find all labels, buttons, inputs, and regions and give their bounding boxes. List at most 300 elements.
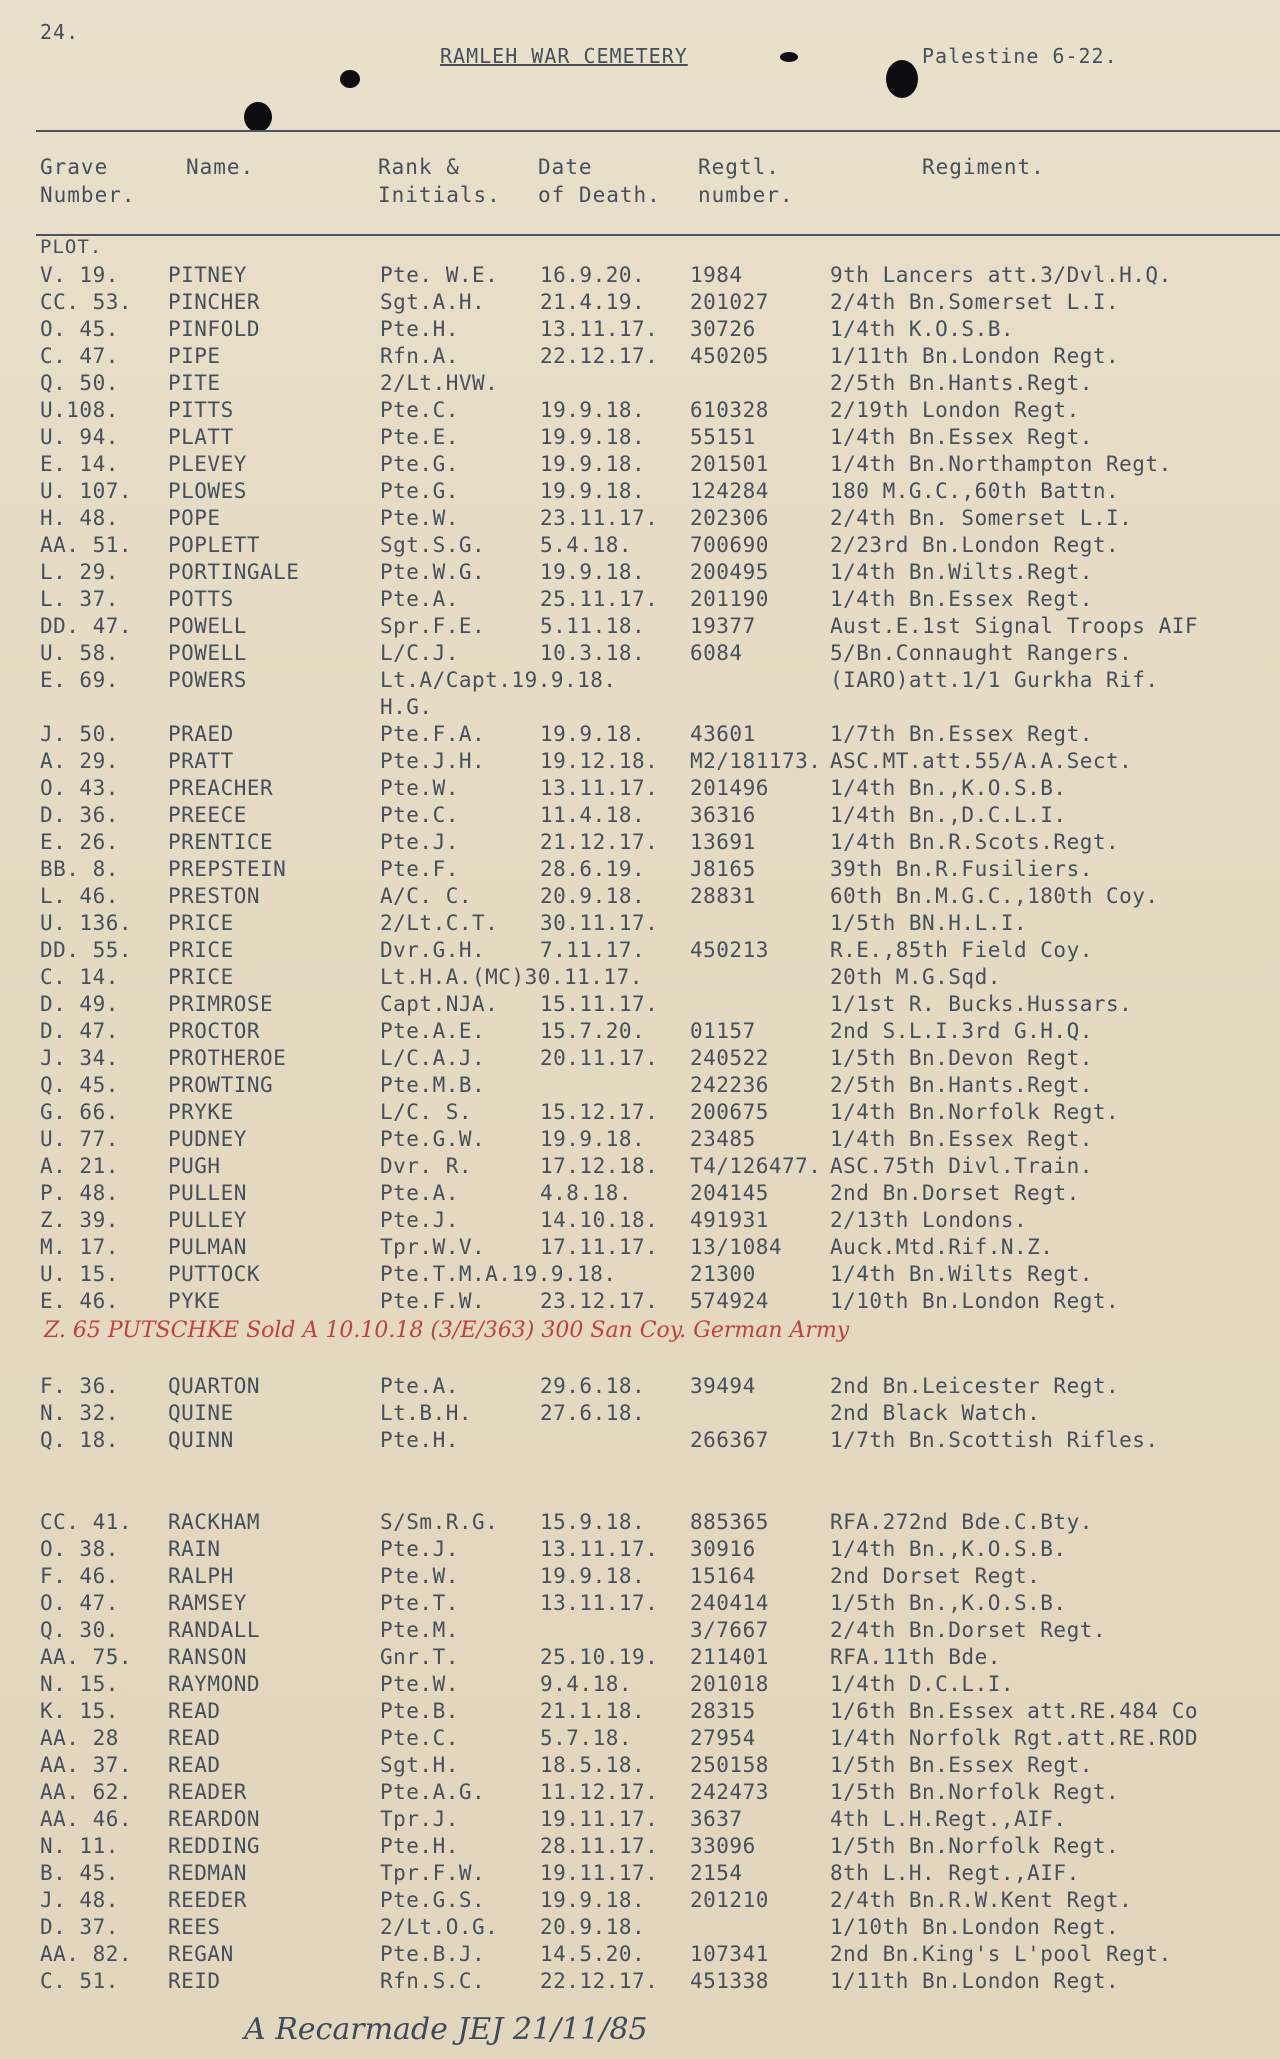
cell-grave: AA. 75. bbox=[40, 1645, 133, 1669]
cell-grave: AA. 28 bbox=[40, 1726, 119, 1750]
cell-regt: 1/6th Bn.Essex att.RE.484 Co bbox=[830, 1699, 1199, 1723]
cell-rank: Pte.T. bbox=[380, 1591, 459, 1615]
cell-no: 250158 bbox=[690, 1753, 769, 1777]
cell-regt: 1/5th BN.H.L.I. bbox=[830, 911, 1028, 935]
cell-rank: S/Sm.R.G. bbox=[380, 1510, 499, 1534]
cell-regt: 1/4th K.O.S.B. bbox=[830, 317, 1015, 341]
cell-rank: Pte.T.M.A.19.9.18. bbox=[380, 1262, 617, 1286]
cell-no: 200495 bbox=[690, 560, 769, 584]
cell-date: 19.9.18. bbox=[540, 452, 646, 476]
cell-grave: AA. 82. bbox=[40, 1942, 133, 1966]
cell-name: RACKHAM bbox=[168, 1510, 261, 1534]
cell-grave: D. 36. bbox=[40, 803, 119, 827]
cell-regt: 1/10th Bn.London Regt. bbox=[830, 1915, 1120, 1939]
cell-date: 19.9.18. bbox=[540, 722, 646, 746]
cell-rank: Gnr.T. bbox=[380, 1645, 459, 1669]
cell-no: 30916 bbox=[690, 1537, 756, 1561]
cell-grave: AA. 51. bbox=[40, 533, 133, 557]
cell-no: 6084 bbox=[690, 641, 743, 665]
cell-name: PLOWES bbox=[168, 479, 247, 503]
cell-rank: Sgt.A.H. bbox=[380, 290, 486, 314]
cell-rank: Pte.A.E. bbox=[380, 1019, 486, 1043]
cell-rank: Capt.NJA. bbox=[380, 992, 499, 1016]
column-rule bbox=[36, 234, 1280, 236]
plot-label: PLOT. bbox=[40, 236, 103, 258]
cell-grave: L. 37. bbox=[40, 587, 119, 611]
cell-rank: L/C.J. bbox=[380, 641, 459, 665]
cell-rank: Pte.W. bbox=[380, 1564, 459, 1588]
cell-rank: Pte.G. bbox=[380, 452, 459, 476]
location-label: Palestine 6-22. bbox=[922, 44, 1118, 68]
cell-grave: E. 69. bbox=[40, 668, 119, 692]
cell-rank: Pte.B.J. bbox=[380, 1942, 486, 1966]
cell-no: 13691 bbox=[690, 830, 756, 854]
cell-date: 27.6.18. bbox=[540, 1401, 646, 1425]
cell-regt: 1/4th Bn.Wilts Regt. bbox=[830, 1262, 1093, 1286]
cell-name: READER bbox=[168, 1780, 247, 1804]
cell-name: REID bbox=[168, 1969, 221, 1993]
cell-grave: A. 21. bbox=[40, 1154, 119, 1178]
cell-rank: 2/Lt.O.G. bbox=[380, 1915, 499, 1939]
cell-name: PITNEY bbox=[168, 263, 247, 287]
cell-date: 19.11.17. bbox=[540, 1861, 659, 1885]
cell-regt: 1/4th Bn.Essex Regt. bbox=[830, 1127, 1093, 1151]
cell-grave: L. 46. bbox=[40, 884, 119, 908]
cell-no: 3/7667 bbox=[690, 1618, 769, 1642]
cell-rank: Pte.H. bbox=[380, 1834, 459, 1858]
cell-rank: Sgt.S.G. bbox=[380, 533, 486, 557]
page-number: 24. bbox=[40, 20, 80, 44]
cell-grave: U. 94. bbox=[40, 425, 119, 449]
cell-grave: F. 46. bbox=[40, 1564, 119, 1588]
cell-no: 33096 bbox=[690, 1834, 756, 1858]
cell-regt: 1/4th Bn.Essex Regt. bbox=[830, 425, 1093, 449]
cell-no: 240522 bbox=[690, 1046, 769, 1070]
signature: A Recarmade JEJ 21/11/85 bbox=[244, 2012, 648, 2047]
cell-name: REGAN bbox=[168, 1942, 234, 1966]
cell-rank: Pte.A. bbox=[380, 1181, 459, 1205]
cell-rank: Lt.B.H. bbox=[380, 1401, 473, 1425]
cell-date: 15.12.17. bbox=[540, 1100, 659, 1124]
cell-name: PYKE bbox=[168, 1289, 221, 1313]
cell-no: 43601 bbox=[690, 722, 756, 746]
cell-date: 21.1.18. bbox=[540, 1699, 646, 1723]
cell-rank: Sgt.H. bbox=[380, 1753, 459, 1777]
cell-regt: ASC.MT.att.55/A.A.Sect. bbox=[830, 749, 1133, 773]
cell-grave: U.108. bbox=[40, 398, 119, 422]
cell-date: 20.11.17. bbox=[540, 1046, 659, 1070]
cell-date: 11.4.18. bbox=[540, 803, 646, 827]
col-rank-header: Rank & Initials. bbox=[378, 155, 501, 207]
cell-no: 885365 bbox=[690, 1510, 769, 1534]
cell-rank: Pte.E. bbox=[380, 425, 459, 449]
cell-name: PITTS bbox=[168, 398, 234, 422]
cell-grave: N. 15. bbox=[40, 1672, 119, 1696]
cell-regt: 1/4th Bn.Essex Regt. bbox=[830, 587, 1093, 611]
col-name-header: Name. bbox=[186, 155, 255, 179]
cell-no: 13/1084 bbox=[690, 1235, 783, 1259]
cell-grave: J. 48. bbox=[40, 1888, 119, 1912]
col-grave-header: Grave Number. bbox=[40, 155, 136, 207]
cell-grave: Q. 18. bbox=[40, 1428, 119, 1452]
cell-name: PROCTOR bbox=[168, 1019, 261, 1043]
cell-rank: Pte.J. bbox=[380, 1208, 459, 1232]
cell-date: 25.10.19. bbox=[540, 1645, 659, 1669]
cell-date: 4.8.18. bbox=[540, 1181, 633, 1205]
cell-rank: Pte.G. bbox=[380, 479, 459, 503]
cell-regt: 2nd Dorset Regt. bbox=[830, 1564, 1041, 1588]
cell-date: 19.9.18. bbox=[540, 560, 646, 584]
cell-grave: AA. 62. bbox=[40, 1780, 133, 1804]
cell-rank: Pte.W. bbox=[380, 506, 459, 530]
cell-name: PINCHER bbox=[168, 290, 261, 314]
cell-rank: Pte.F. bbox=[380, 857, 459, 881]
cell-no: 266367 bbox=[690, 1428, 769, 1452]
cell-date: 20.9.18. bbox=[540, 1915, 646, 1939]
cell-regt: 1/5th Bn.Norfolk Regt. bbox=[830, 1834, 1120, 1858]
cell-grave: E. 26. bbox=[40, 830, 119, 854]
cell-grave: D. 37. bbox=[40, 1915, 119, 1939]
ink-blot bbox=[244, 102, 272, 132]
cell-regt: 2nd Bn.Leicester Regt. bbox=[830, 1374, 1120, 1398]
cell-grave: G. 66. bbox=[40, 1100, 119, 1124]
cell-grave: AA. 37. bbox=[40, 1753, 133, 1777]
cell-grave: C. 14. bbox=[40, 965, 119, 989]
cell-rank: Pte.A. bbox=[380, 587, 459, 611]
cell-no: 451338 bbox=[690, 1969, 769, 1993]
cell-name: POPLETT bbox=[168, 533, 261, 557]
cell-date: 17.11.17. bbox=[540, 1235, 659, 1259]
cell-rank: Pte.J. bbox=[380, 830, 459, 854]
cell-no: 01157 bbox=[690, 1019, 756, 1043]
cell-regt: 1/4th Bn.,K.O.S.B. bbox=[830, 1537, 1067, 1561]
cell-grave: A. 29. bbox=[40, 749, 119, 773]
cell-regt: 9th Lancers att.3/Dvl.H.Q. bbox=[830, 263, 1172, 287]
cell-no: 450213 bbox=[690, 938, 769, 962]
cell-date: 13.11.17. bbox=[540, 317, 659, 341]
cell-regt: 2/23rd Bn.London Regt. bbox=[830, 533, 1120, 557]
cell-date: 5.4.18. bbox=[540, 533, 633, 557]
cell-regt: 1/7th Bn.Essex Regt. bbox=[830, 722, 1093, 746]
cell-name: POWERS bbox=[168, 668, 247, 692]
cell-date: 20.9.18. bbox=[540, 884, 646, 908]
cell-regt: 1/1st R. Bucks.Hussars. bbox=[830, 992, 1133, 1016]
cell-regt: 1/5th Bn.Devon Regt. bbox=[830, 1046, 1093, 1070]
cell-grave: U. 136. bbox=[40, 911, 133, 935]
cell-name: PITE bbox=[168, 371, 221, 395]
cell-regt: 39th Bn.R.Fusiliers. bbox=[830, 857, 1093, 881]
cell-name: PUDNEY bbox=[168, 1127, 247, 1151]
cell-no: 201210 bbox=[690, 1888, 769, 1912]
cell-date: 21.12.17. bbox=[540, 830, 659, 854]
cell-name: PIPE bbox=[168, 344, 221, 368]
cell-date: 19.9.18. bbox=[540, 1127, 646, 1151]
cell-no: 30726 bbox=[690, 317, 756, 341]
cell-date: 19.9.18. bbox=[540, 479, 646, 503]
cell-rank: Pte.W. bbox=[380, 776, 459, 800]
cell-no: 211401 bbox=[690, 1645, 769, 1669]
cell-regt: ASC.75th Divl.Train. bbox=[830, 1154, 1093, 1178]
cell-no: 491931 bbox=[690, 1208, 769, 1232]
cell-rank: Tpr.F.W. bbox=[380, 1861, 486, 1885]
cell-regt: 1/7th Bn.Scottish Rifles. bbox=[830, 1428, 1159, 1452]
cell-date: 29.6.18. bbox=[540, 1374, 646, 1398]
cell-grave: U. 58. bbox=[40, 641, 119, 665]
cell-no: 21300 bbox=[690, 1262, 756, 1286]
cell-name: POTTS bbox=[168, 587, 234, 611]
cell-rank: H.G. bbox=[380, 695, 433, 719]
cell-regt: 2/13th Londons. bbox=[830, 1208, 1028, 1232]
cell-date: 9.4.18. bbox=[540, 1672, 633, 1696]
cell-regt: Aust.E.1st Signal Troops AIF bbox=[830, 614, 1199, 638]
cell-rank: Pte.W.G. bbox=[380, 560, 486, 584]
cell-no: 55151 bbox=[690, 425, 756, 449]
cell-grave: D. 49. bbox=[40, 992, 119, 1016]
cell-date: 21.4.19. bbox=[540, 290, 646, 314]
cell-rank: Dvr.G.H. bbox=[380, 938, 486, 962]
cell-grave: E. 14. bbox=[40, 452, 119, 476]
cell-date: 18.5.18. bbox=[540, 1753, 646, 1777]
cell-rank: Pte.H. bbox=[380, 317, 459, 341]
cell-name: PRICE bbox=[168, 911, 234, 935]
cell-grave: U. 15. bbox=[40, 1262, 119, 1286]
cell-rank: Pte.A. bbox=[380, 1374, 459, 1398]
cell-name: POPE bbox=[168, 506, 221, 530]
cell-grave: N. 11. bbox=[40, 1834, 119, 1858]
ink-blot bbox=[340, 70, 360, 88]
cell-grave: M. 17. bbox=[40, 1235, 119, 1259]
cell-date: 16.9.20. bbox=[540, 263, 646, 287]
cell-name: RANDALL bbox=[168, 1618, 261, 1642]
cell-regt: 1/4th Bn.,D.C.L.I. bbox=[830, 803, 1067, 827]
cell-grave: BB. 8. bbox=[40, 857, 119, 881]
cell-no: 201501 bbox=[690, 452, 769, 476]
cell-grave: J. 50. bbox=[40, 722, 119, 746]
ink-blot bbox=[886, 60, 918, 98]
cell-name: REEDER bbox=[168, 1888, 247, 1912]
cell-name: POWELL bbox=[168, 641, 247, 665]
cell-name: RALPH bbox=[168, 1564, 234, 1588]
cell-name: PRESTON bbox=[168, 884, 261, 908]
cell-regt: 2/5th Bn.Hants.Regt. bbox=[830, 371, 1093, 395]
cell-regt: 1/4th Bn.Wilts.Regt. bbox=[830, 560, 1093, 584]
header-rule bbox=[36, 130, 1280, 132]
col-regtl-header: Regtl. number. bbox=[698, 155, 794, 207]
cell-date: 19.9.18. bbox=[540, 1564, 646, 1588]
cell-grave: K. 15. bbox=[40, 1699, 119, 1723]
cell-name: REDDING bbox=[168, 1834, 261, 1858]
cell-regt: 2/5th Bn.Hants.Regt. bbox=[830, 1073, 1093, 1097]
cell-no: 124284 bbox=[690, 479, 769, 503]
cell-name: PUGH bbox=[168, 1154, 221, 1178]
cell-grave: E. 46. bbox=[40, 1289, 119, 1313]
cell-name: PRICE bbox=[168, 938, 234, 962]
cell-rank: Lt.A/Capt.19.9.18. bbox=[380, 668, 617, 692]
cell-name: RAIN bbox=[168, 1537, 221, 1561]
cell-rank: Pte.F.W. bbox=[380, 1289, 486, 1313]
cell-grave: CC. 41. bbox=[40, 1510, 133, 1534]
cell-regt: 5/Bn.Connaught Rangers. bbox=[830, 641, 1133, 665]
cell-grave: DD. 55. bbox=[40, 938, 133, 962]
cell-name: REDMAN bbox=[168, 1861, 247, 1885]
cell-no: 36316 bbox=[690, 803, 756, 827]
cell-name: QUARTON bbox=[168, 1374, 261, 1398]
cell-rank: Pte. W.E. bbox=[380, 263, 499, 287]
cell-regt: 2/19th London Regt. bbox=[830, 398, 1080, 422]
cell-regt: RFA.272nd Bde.C.Bty. bbox=[830, 1510, 1093, 1534]
cell-no: 201190 bbox=[690, 587, 769, 611]
cell-grave: L. 29. bbox=[40, 560, 119, 584]
cell-rank: Pte.F.A. bbox=[380, 722, 486, 746]
cell-name: QUINE bbox=[168, 1401, 234, 1425]
cell-name: PINFOLD bbox=[168, 317, 261, 341]
cell-no: 242473 bbox=[690, 1780, 769, 1804]
cell-name: PULLEY bbox=[168, 1208, 247, 1232]
cell-name: POWELL bbox=[168, 614, 247, 638]
cell-rank: Pte.W. bbox=[380, 1672, 459, 1696]
cell-regt: 1/4th Bn.R.Scots.Regt. bbox=[830, 830, 1120, 854]
cell-name: PREECE bbox=[168, 803, 247, 827]
cell-grave: V. 19. bbox=[40, 263, 119, 287]
cell-date: 17.12.18. bbox=[540, 1154, 659, 1178]
cell-rank: Tpr.W.V. bbox=[380, 1235, 486, 1259]
cell-grave: F. 36. bbox=[40, 1374, 119, 1398]
cell-name: PREACHER bbox=[168, 776, 274, 800]
cell-date: 15.7.20. bbox=[540, 1019, 646, 1043]
cemetery-title: RAMLEH WAR CEMETERY bbox=[440, 44, 688, 68]
cell-regt: 1/4th Bn.Northampton Regt. bbox=[830, 452, 1172, 476]
cell-regt: 1/4th D.C.L.I. bbox=[830, 1672, 1015, 1696]
cell-grave: B. 45. bbox=[40, 1861, 119, 1885]
cell-name: READ bbox=[168, 1699, 221, 1723]
cell-no: 574924 bbox=[690, 1289, 769, 1313]
cell-rank: 2/Lt.HVW. bbox=[380, 371, 499, 395]
cell-date: 22.12.17. bbox=[540, 344, 659, 368]
cell-name: PROTHEROE bbox=[168, 1046, 287, 1070]
cell-regt: 1/4th Norfolk Rgt.att.RE.ROD bbox=[830, 1726, 1199, 1750]
cell-regt: 8th L.H. Regt.,AIF. bbox=[830, 1861, 1080, 1885]
cell-no: 240414 bbox=[690, 1591, 769, 1615]
cell-no: 201496 bbox=[690, 776, 769, 800]
cell-name: PULMAN bbox=[168, 1235, 247, 1259]
cell-regt: Auck.Mtd.Rif.N.Z. bbox=[830, 1235, 1054, 1259]
cell-date: 19.9.18. bbox=[540, 1888, 646, 1912]
cell-rank: Pte.J. bbox=[380, 1537, 459, 1561]
cell-date: 19.9.18. bbox=[540, 398, 646, 422]
cell-grave: O. 47. bbox=[40, 1591, 119, 1615]
handwritten-entry: Z. 65 PUTSCHKE Sold A 10.10.18 (3/E/363) 300 San Coy. German Army bbox=[44, 1318, 850, 1343]
cell-regt: 2nd Bn.King's L'pool Regt. bbox=[830, 1942, 1172, 1966]
cell-rank: Pte.M.B. bbox=[380, 1073, 486, 1097]
cell-regt: 2nd Bn.Dorset Regt. bbox=[830, 1181, 1080, 1205]
cell-grave: O. 38. bbox=[40, 1537, 119, 1561]
cell-grave: C. 47. bbox=[40, 344, 119, 368]
cell-grave: Q. 30. bbox=[40, 1618, 119, 1642]
cell-regt: 2/4th Bn. Somerset L.I. bbox=[830, 506, 1133, 530]
cell-date: 14.10.18. bbox=[540, 1208, 659, 1232]
cell-regt: 2/4th Bn.Somerset L.I. bbox=[830, 290, 1120, 314]
cell-name: REES bbox=[168, 1915, 221, 1939]
cell-no: 1984 bbox=[690, 263, 743, 287]
cell-grave: J. 34. bbox=[40, 1046, 119, 1070]
cell-name: PUTTOCK bbox=[168, 1262, 261, 1286]
cell-rank: Spr.F.E. bbox=[380, 614, 486, 638]
cell-rank: A/C. C. bbox=[380, 884, 473, 908]
cell-name: PLEVEY bbox=[168, 452, 247, 476]
cell-rank: Pte.J.H. bbox=[380, 749, 486, 773]
cell-rank: Pte.A.G. bbox=[380, 1780, 486, 1804]
cell-regt: R.E.,85th Field Coy. bbox=[830, 938, 1093, 962]
cell-grave: O. 45. bbox=[40, 317, 119, 341]
cell-no: 204145 bbox=[690, 1181, 769, 1205]
cell-rank: Rfn.A. bbox=[380, 344, 459, 368]
cell-rank: Pte.H. bbox=[380, 1428, 459, 1452]
cell-no: 2154 bbox=[690, 1861, 743, 1885]
cell-name: PREPSTEIN bbox=[168, 857, 287, 881]
cell-grave: C. 51. bbox=[40, 1969, 119, 1993]
cell-date: 19.9.18. bbox=[540, 425, 646, 449]
cell-no: 201027 bbox=[690, 290, 769, 314]
cell-name: RANSON bbox=[168, 1645, 247, 1669]
cell-rank: 2/Lt.C.T. bbox=[380, 911, 499, 935]
cell-date: 13.11.17. bbox=[540, 1591, 659, 1615]
cell-regt: 1/5th Bn.Essex Regt. bbox=[830, 1753, 1093, 1777]
cell-regt: 2/4th Bn.R.W.Kent Regt. bbox=[830, 1888, 1133, 1912]
cell-regt: 1/5th Bn.Norfolk Regt. bbox=[830, 1780, 1120, 1804]
cell-grave: N. 32. bbox=[40, 1401, 119, 1425]
cell-no: 28831 bbox=[690, 884, 756, 908]
cell-rank: Lt.H.A.(MC)30.11.17. bbox=[380, 965, 643, 989]
cell-name: PLATT bbox=[168, 425, 234, 449]
cell-date: 28.6.19. bbox=[540, 857, 646, 881]
cell-grave: Q. 50. bbox=[40, 371, 119, 395]
cell-rank: Pte.G.W. bbox=[380, 1127, 486, 1151]
cell-date: 15.9.18. bbox=[540, 1510, 646, 1534]
cell-date: 15.11.17. bbox=[540, 992, 659, 1016]
cell-grave: D. 47. bbox=[40, 1019, 119, 1043]
cell-no: 700690 bbox=[690, 533, 769, 557]
cell-grave: H. 48. bbox=[40, 506, 119, 530]
cell-regt: 1/11th Bn.London Regt. bbox=[830, 344, 1120, 368]
cell-rank: Rfn.S.C. bbox=[380, 1969, 486, 1993]
cell-name: RAYMOND bbox=[168, 1672, 261, 1696]
col-date-header: Date of Death. bbox=[538, 155, 661, 207]
cell-grave: Q. 45. bbox=[40, 1073, 119, 1097]
cell-regt: 2nd S.L.I.3rd G.H.Q. bbox=[830, 1019, 1093, 1043]
cell-no: 450205 bbox=[690, 344, 769, 368]
cell-name: RAMSEY bbox=[168, 1591, 247, 1615]
cell-name: PRIMROSE bbox=[168, 992, 274, 1016]
cell-date: 23.12.17. bbox=[540, 1289, 659, 1313]
cell-date: 5.11.18. bbox=[540, 614, 646, 638]
cell-name: PRYKE bbox=[168, 1100, 234, 1124]
cell-rank: Pte.C. bbox=[380, 803, 459, 827]
cell-date: 19.12.18. bbox=[540, 749, 659, 773]
cell-regt: 1/11th Bn.London Regt. bbox=[830, 1969, 1120, 1993]
cell-name: PRENTICE bbox=[168, 830, 274, 854]
cell-no: 107341 bbox=[690, 1942, 769, 1966]
cell-grave: DD. 47. bbox=[40, 614, 133, 638]
cell-date: 13.11.17. bbox=[540, 776, 659, 800]
cell-no: 202306 bbox=[690, 506, 769, 530]
cell-name: QUINN bbox=[168, 1428, 234, 1452]
cell-regt: 4th L.H.Regt.,AIF. bbox=[830, 1807, 1067, 1831]
cell-regt: 20th M.G.Sqd. bbox=[830, 965, 1001, 989]
ink-blot bbox=[780, 52, 798, 62]
cell-rank: Dvr. R. bbox=[380, 1154, 473, 1178]
cell-no: 3637 bbox=[690, 1807, 743, 1831]
cell-no: 15164 bbox=[690, 1564, 756, 1588]
